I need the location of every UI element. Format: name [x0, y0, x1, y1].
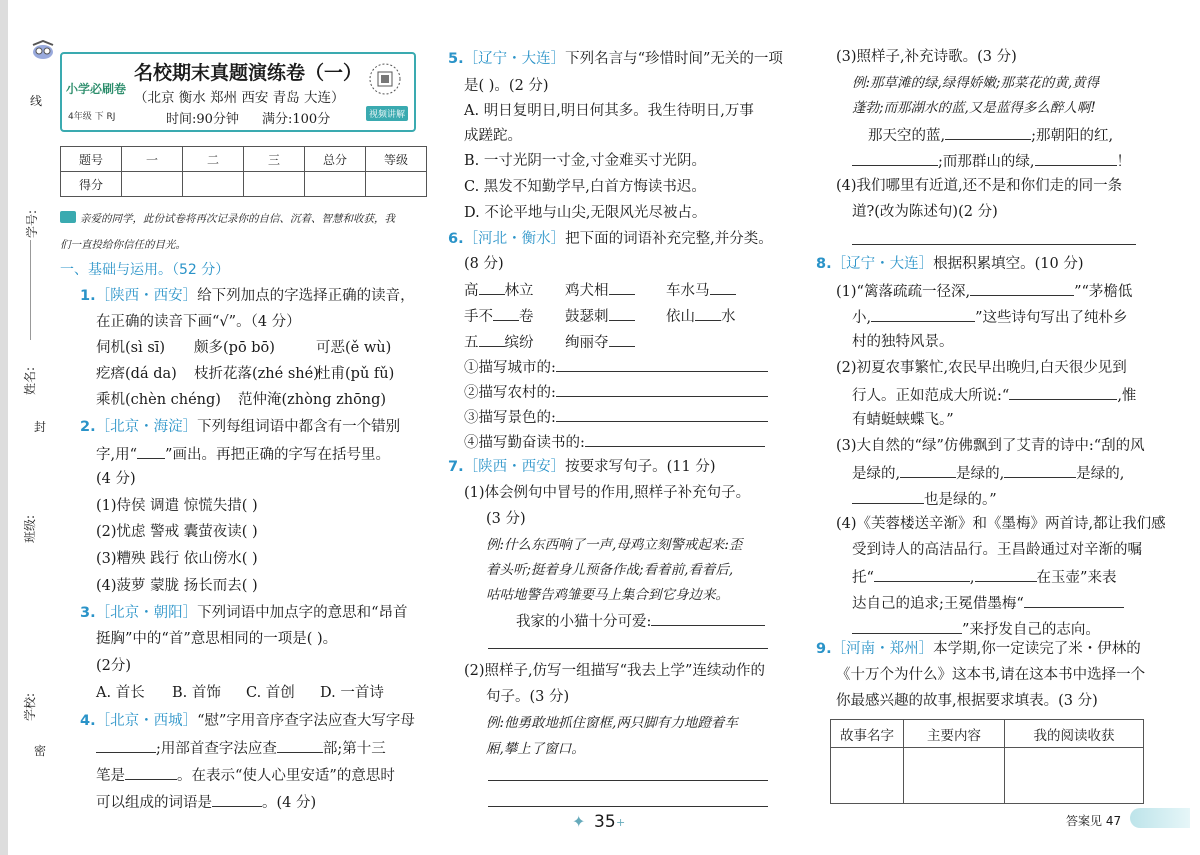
- section-heading: 一、基础与运用。（52 分）: [60, 262, 230, 278]
- cities: （北京 衡水 郑州 西安 青岛 大连）: [134, 90, 345, 106]
- binding-mi: 密: [34, 744, 47, 758]
- score-label: 得分: [61, 172, 122, 197]
- q3-option-a[interactable]: A. 首长: [96, 685, 145, 701]
- q3-option-d[interactable]: D. 一首诗: [320, 685, 384, 701]
- q7-example: 例:那草滩的绿,绿得娇嫩;那菜花的黄,黄得: [852, 75, 1100, 91]
- q8-item[interactable]: (1)“篱落疏疏一径深, ”“茅檐低: [836, 281, 1132, 301]
- table-cell[interactable]: [1005, 748, 1144, 804]
- q1-option[interactable]: 可恶(ě wù): [316, 340, 392, 356]
- q7-poem[interactable]: ;而那群山的绿, ！: [852, 151, 1131, 171]
- q8-item[interactable]: 也是绿的。”: [852, 489, 997, 509]
- owl-logo-icon: [30, 40, 56, 60]
- question-3: 3.［北京・朝阳］下列词语中加点字的意思和“昂首: [80, 605, 408, 621]
- q7-sentence[interactable]: 我家的小猫十分可爱:: [516, 611, 765, 631]
- q8-item[interactable]: 是绿的, 是绿的, 是绿的,: [852, 463, 1124, 483]
- question-8: 8.［辽宁・大连］根据积累填空。(10 分): [816, 256, 1084, 272]
- q8-item: (4)《芙蓉楼送辛渐》和《墨梅》两首诗,都让我们感: [836, 516, 1166, 532]
- q1-option[interactable]: 颇多(pō bō): [194, 340, 275, 356]
- q5-line2: 是( )。(2 分): [464, 78, 549, 94]
- score-cell[interactable]: [305, 172, 366, 197]
- table-header: 主要内容: [904, 720, 1005, 748]
- reading-table: [830, 719, 1144, 804]
- score-table: [60, 146, 427, 197]
- score-cell[interactable]: [122, 172, 183, 197]
- book-icon: [60, 211, 76, 223]
- q5-option[interactable]: D. 不论平地与山尖,无限风光尽被占。: [464, 205, 707, 221]
- star-icon: ✦: [572, 812, 586, 831]
- question-4: 4.［北京・西城］“慰”字用音序查字法应查大写字母: [80, 713, 415, 729]
- exam-header: [60, 52, 416, 132]
- q6-word[interactable]: 绚丽夺: [565, 332, 635, 352]
- q6-word[interactable]: 五 缤纷: [464, 332, 534, 352]
- q7-part4: (4)我们哪里有近道,还不是和你们走的同一条: [836, 178, 1123, 194]
- q7-example: 例:什么东西响了一声,母鸡立刻警戒起来:歪: [486, 537, 743, 553]
- score-header: 等级: [366, 147, 427, 172]
- q6-word[interactable]: 车水马: [666, 280, 736, 300]
- q6-category[interactable]: ④描写勤奋读书的:: [464, 432, 765, 452]
- plus-icon: +: [616, 816, 626, 829]
- q1-option[interactable]: 杜甫(pǔ fǔ): [316, 366, 395, 382]
- q3-points: (2分): [96, 658, 132, 674]
- video-label[interactable]: 视频讲解: [366, 106, 408, 121]
- q5-option[interactable]: 成蹉跎。: [464, 128, 522, 144]
- q3-line2: 挺胸”中的“首”意思相同的一项是( )。: [96, 631, 338, 647]
- qr-code-icon: [368, 62, 402, 96]
- q1-option[interactable]: 范仲淹(zhòng zhōng): [238, 392, 387, 408]
- answer-line[interactable]: [852, 244, 1136, 245]
- score-cell[interactable]: [366, 172, 427, 197]
- q8-item[interactable]: 小, ”这些诗句写出了纯朴乡: [852, 307, 1128, 327]
- binding-xuehao: 学号:: [25, 209, 40, 239]
- q3-option-c[interactable]: C. 首创: [246, 685, 295, 701]
- table-header: 故事名字: [831, 720, 904, 748]
- binding-banji: 班级:: [23, 514, 38, 544]
- question-5: 5.［辽宁・大连］下列名言与“珍惜时间”无关的一项: [448, 51, 783, 67]
- q6-points: (8 分): [464, 256, 504, 272]
- question-6: 6.［河北・衡水］把下面的词语补充完整,并分类。: [448, 231, 773, 247]
- q7-points: (3 分): [486, 511, 526, 527]
- q7-part3: (3)照样子,补充诗歌。(3 分): [836, 49, 1017, 65]
- score-cell[interactable]: [183, 172, 244, 197]
- q7-example: 例:他勇敢地抓住窗框,两只脚有力地蹬着车: [486, 715, 738, 731]
- q8-item: (3)大自然的“绿”仿佛飘到了艾青的诗中:“刮的风: [836, 438, 1145, 454]
- question-1: [80, 287, 415, 305]
- intro-line: 亲爱的同学，此份试卷将再次记录你的自信、沉着、智慧和收获，我: [80, 213, 395, 225]
- q6-word[interactable]: 鸡犬相: [565, 280, 635, 300]
- q8-item[interactable]: 达自己的追求;王冕借墨梅“: [852, 593, 1124, 613]
- q6-category[interactable]: ②描写农村的:: [464, 382, 768, 402]
- q5-option[interactable]: B. 一寸光阴一寸金,寸金难买寸光阴。: [464, 153, 706, 169]
- q3-option-b[interactable]: B. 首饰: [172, 685, 221, 701]
- score-header: 题号: [61, 147, 122, 172]
- q1-line2: 在正确的读音下画“√”。（4 分）: [96, 314, 301, 330]
- q6-word[interactable]: 鼓瑟刺: [565, 306, 635, 326]
- table-header: 我的阅读收获: [1005, 720, 1144, 748]
- q2-row[interactable]: (4)菠萝 蒙胧 扬长而去( ): [96, 578, 258, 594]
- q8-item: 受到诗人的高洁品行。王昌龄通过对辛渐的嘱: [852, 542, 1142, 558]
- q1-option[interactable]: 枝折花落(zhé shé): [194, 366, 319, 382]
- page-title: 名校期末真题演练卷（一）: [134, 62, 363, 84]
- binding-edge: [0, 0, 8, 855]
- question-number: 1.: [80, 288, 96, 304]
- binding-xuexiao: 学校:: [23, 692, 38, 722]
- q7-example: 咕咕地警告鸡雏要马上集合到它身边来。: [486, 587, 729, 603]
- q4-line2: ;用部首查字法应查 部;第十三: [96, 738, 386, 758]
- page-number: 35: [594, 812, 616, 832]
- q5-option[interactable]: A. 明日复明日,明日何其多。我生待明日,万事: [464, 103, 754, 119]
- badge: 小学必刷卷: [66, 82, 127, 96]
- intro-line: 们一直投给你信任的目光。: [60, 239, 186, 251]
- q4-line3: 笔是 。在表示“使人心里安适”的意思时: [96, 765, 395, 785]
- q2-row[interactable]: (3)糟殃 践行 依山傍水( ): [96, 551, 258, 567]
- q7-part4: 道?(改为陈述句)(2 分): [852, 204, 998, 220]
- answer-line[interactable]: [488, 780, 768, 781]
- score-cell[interactable]: [244, 172, 305, 197]
- answer-reference[interactable]: 答案见 47: [1066, 814, 1122, 828]
- q8-item: 村的独特风景。: [852, 334, 954, 350]
- arrow-icon: [1130, 808, 1190, 828]
- table-cell[interactable]: [831, 748, 904, 804]
- q1-option[interactable]: 乘机(chèn chéng): [96, 392, 221, 408]
- answer-line[interactable]: [488, 648, 768, 649]
- score-header: 二: [183, 147, 244, 172]
- q2-row[interactable]: (2)忧虑 警戒 囊萤夜读( ): [96, 524, 258, 540]
- q6-category[interactable]: ③描写景色的:: [464, 407, 768, 427]
- question-7: 7.［陕西・西安］按要求写句子。(11 分): [448, 459, 716, 475]
- question-9: 9.［河南・郑州］本学期,你一定读完了米・伊林的: [816, 641, 1141, 657]
- q1-option[interactable]: 伺机(sì sī): [96, 340, 166, 356]
- region-tag: ［陕西・西安］: [95, 288, 198, 304]
- q7-example: 蓬勃;而那湖水的蓝,又是蓝得多么醉人啊!: [852, 100, 1096, 116]
- q7-example: 厢,攀上了窗口。: [486, 741, 585, 757]
- q6-word[interactable]: 手不 卷: [464, 306, 534, 326]
- q8-item: (2)初夏农事繁忙,农民早出晚归,白天很少见到: [836, 360, 1127, 376]
- q9-line2: 《十万个为什么》这本书,请在这本书中选择一个: [836, 667, 1146, 683]
- exam-score: 满分:100分: [262, 112, 331, 127]
- answer-line[interactable]: [488, 806, 768, 807]
- q4-line4: 可以组成的词语是 。(4 分): [96, 792, 316, 812]
- exam-time: 时间:90分钟: [166, 112, 239, 127]
- grade-label: 4年级 下 RJ: [68, 112, 116, 122]
- q5-option[interactable]: C. 黑发不知勤学早,白首方悔读书迟。: [464, 179, 706, 195]
- q7-poem[interactable]: 那天空的蓝, ;那朝阳的红,: [868, 125, 1113, 145]
- q6-word[interactable]: 依山 水: [666, 306, 736, 326]
- q8-item: 有蜻蜓蛱蝶飞。”: [852, 412, 954, 428]
- q8-item[interactable]: 托“ , 在玉壶”来表: [852, 567, 1116, 587]
- q8-item[interactable]: ”来抒发自己的志向。: [852, 619, 1100, 639]
- binding-line: [30, 240, 31, 340]
- q9-line3: 你最感兴趣的故事,根据要求填表。(3 分): [836, 693, 1098, 709]
- q1-option[interactable]: 疙瘩(dá da): [96, 366, 177, 382]
- table-cell[interactable]: [904, 748, 1005, 804]
- q7-part1: (1)体会例句中冒号的作用,照样子补充句子。: [464, 485, 751, 501]
- q6-word[interactable]: 高 林立: [464, 280, 534, 300]
- q2-row[interactable]: (1)侍侯 调遣 惊慌失措( ): [96, 498, 258, 514]
- score-header: 总分: [305, 147, 366, 172]
- q7-example: 着头听;挺着身儿预备作战;看着前,看着后,: [486, 562, 734, 578]
- q2-points: (4 分): [96, 471, 136, 487]
- binding-xingming: 姓名:: [23, 366, 38, 396]
- question-2: 2.［北京・海淀］下列每组词语中都含有一个错别: [80, 419, 401, 435]
- q2-line2: 字,用“ ”画出。再把正确的字写在括号里。: [96, 444, 390, 464]
- score-header: 三: [244, 147, 305, 172]
- q6-category[interactable]: ①描写城市的:: [464, 357, 768, 377]
- binding-xian: 线: [30, 94, 43, 108]
- q7-part2: (2)照样子,仿写一组描写“我去上学”连续动作的: [464, 663, 765, 679]
- q7-part2: 句子。(3 分): [486, 689, 570, 705]
- score-header: 一: [122, 147, 183, 172]
- q8-item[interactable]: 行人。正如范成大所说:“ ,惟: [852, 385, 1136, 405]
- binding-feng: 封: [34, 420, 47, 434]
- question-text: 给下列加点的字选择正确的读音，: [197, 288, 415, 304]
